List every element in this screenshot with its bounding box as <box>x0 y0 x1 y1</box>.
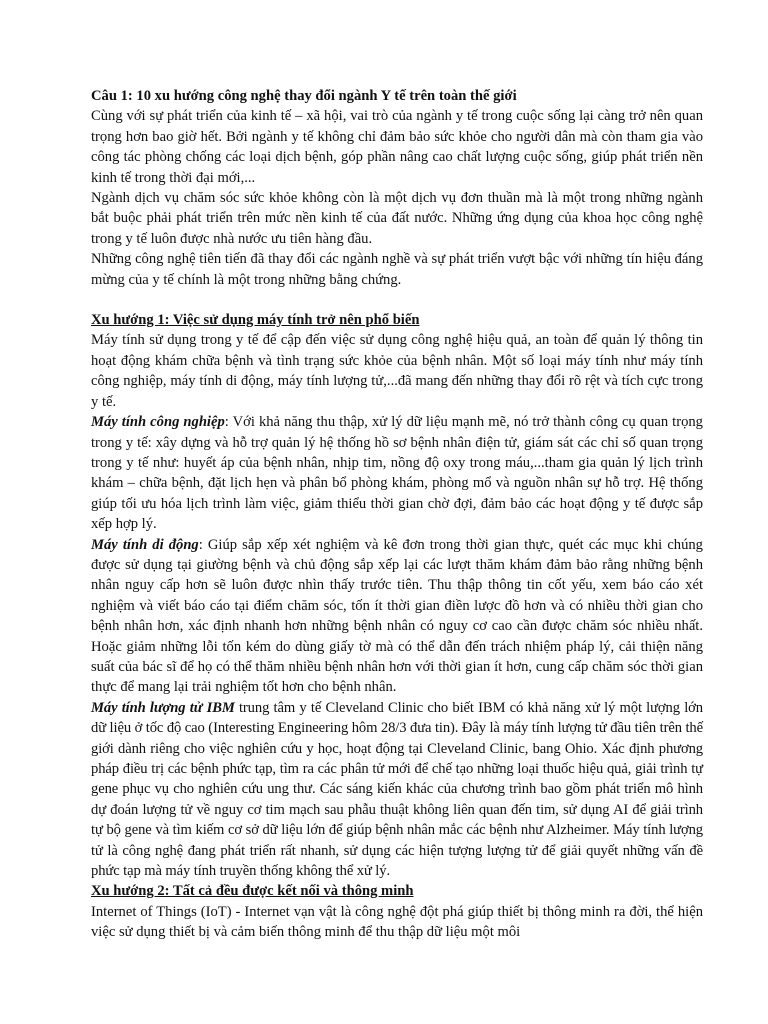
intro-paragraph-3: Những công nghệ tiên tiến đã thay đổi các ngành nghề và sự phát triển vượt bậc với những tín hiệu đáng mừng của y tế chính là một trong những bằng chứng. <box>91 251 703 288</box>
quantum-computer-text: trung tâm y tế Cleveland Clinic cho biết IBM có khả năng xử lý một lượng lớn dữ liệu ở tốc độ cao (Interesting Engineering hôm 28/3 đưa tin). Đây là máy tính lượng tử đầu tiên trên thế giới dành riêng cho việc nghiên cứu y học, hoạt động tại Cleveland Clinic, bang Ohio. Xác định phương pháp điều trị các bệnh phức tạp, tìm ra các phân tử mới để chế tạo những loại thuốc hiệu quả, giải trình tự gene phục vụ cho nghiên cứu ung thư. Các sáng kiến khác của chương trình bao gồm phát triển mô hình dự đoán lượng tử về nguy cơ tim mạch sau phẫu thuật không liên quan đến tim, sử dụng AI để giải trình tự bộ gene và tìm kiếm cơ sở dữ liệu lớn để giúp bệnh nhân mắc các bệnh như Alzheimer. Máy tính lượng tử là công nghệ đang phát triển rất nhanh, sử dụng các hiện tượng lượng tử để giải quyết những vấn đề phức tạp mà máy tính truyền thống không thể xử lý. <box>91 699 703 880</box>
quantum-computer-paragraph <box>91 698 703 882</box>
section-spacer <box>91 290 703 310</box>
document-title: Câu 1: 10 xu hướng công nghệ thay đổi ngành Y tế trên toàn thế giới <box>91 88 517 104</box>
intro-paragraph-2: Ngành dịch vụ chăm sóc sức khỏe không còn là một dịch vụ đơn thuần mà là một trong những ngành bắt buộc phải phát triển trên mức nền kinh tế của đất nước. Những ứng dụng của khoa học công nghệ trong y tế luôn được nhà nước ưu tiên hàng đầu. <box>91 190 703 247</box>
industrial-computer-text: : Với khả năng thu thập, xử lý dữ liệu mạnh mẽ, nó trở thành công cụ quan trọng trong y tế: xây dựng và hỗ trợ quản lý hệ thống hồ sơ bệnh nhân điện tử, giám sát các chỉ số quan trọng trong y tế như: huyết áp của bệnh nhân, nhịp tim, nồng độ oxy trong máu,...tham gia quản lý lịch trình khám – chữa bệnh, đặt lịch hẹn và phân bổ phòng khám, phòng mổ và nguồn nhân sự hỗ trợ. Hệ thống giúp tối ưu hóa lịch trình làm việc, giảm thiểu thời gian chờ đợi, đảm bảo các hoạt động y tế được sắp xếp hợp lý. <box>91 414 703 533</box>
mobile-computer-paragraph <box>91 535 703 698</box>
mobile-computer-text: : Giúp sắp xếp xét nghiệm và kê đơn trong thời gian thực, quét các mục khi chúng được sử dụng tại giường bệnh và chủ động sắp xếp lại các lượt thăm khám đảm bảo rằng những bệnh nhân nguy cấp hơn sẽ luôn được nhìn thấy trước tiên. Thu thập thông tin cốt yếu, xem báo cáo xét nghiệm và viết báo cáo tại điểm chăm sóc, tốn ít thời gian điền lược đồ hơn và có nhiều thời gian cho bệnh nhân hơn, xác định nhanh hơn những bệnh nhân có nguy cơ cao cần được chăm sóc nhiều nhất. Hoặc giảm những lỗi tốn kém do dùng giấy tờ mà có thể dẫn đến trách nhiệm pháp lý, cải thiện năng suất của bác sĩ để họ có thể thăm nhiều bệnh nhân hơn với thời gian ít hơn, cung cấp chăm sóc thời gian thực để mang lại trải nghiệm tốt hơn cho bệnh nhân. <box>91 536 703 696</box>
trend-2-text: Internet of Things (IoT) - Internet vạn vật là công nghệ đột phá giúp thiết bị thông minh ra đời, thể hiện việc sử dụng thiết bị và cảm biến thông minh để thu thập dữ liệu một môi <box>91 903 703 941</box>
mobile-computer-term: Máy tính di động <box>91 536 199 553</box>
trend-2-heading: Xu hướng 2: Tất cả đều được kết nối và thông minh <box>91 883 414 900</box>
trend-1-heading: Xu hướng 1: Việc sử dụng máy tính trở nên phổ biến <box>91 312 420 329</box>
industrial-computer-term: Máy tính công nghiệp <box>91 414 225 431</box>
intro-paragraph-1: Cùng với sự phát triển của kinh tế – xã hội, vai trò của ngành y tế trong cuộc sống lại càng trở nên quan trọng hơn bao giờ hết. Bởi ngành y tế không chỉ đảm bảo sức khỏe cho người dân mà còn tham gia vào công tác phòng chống các loại dịch bệnh, góp phần nâng cao chất lượng cuộc sống, giúp phát triển nền kinh tế trong thời đại mới,... <box>91 108 703 186</box>
industrial-computer-paragraph <box>91 412 703 534</box>
trend-1-intro: Máy tính sử dụng trong y tế để cập đến việc sử dụng công nghệ hiệu quả, an toàn để quản lý thông tin hoạt động khám chữa bệnh và tình trạng sức khỏe của bệnh nhân. Một số loại máy tính như máy tính công nghiệp, máy tính di động, máy tính lượng tử,...đã mang đến những thay đổi rõ rệt và tích cực trong y tế. <box>91 332 703 410</box>
quantum-computer-term: Máy tính lượng tử IBM <box>91 699 235 716</box>
document-page <box>91 86 703 943</box>
